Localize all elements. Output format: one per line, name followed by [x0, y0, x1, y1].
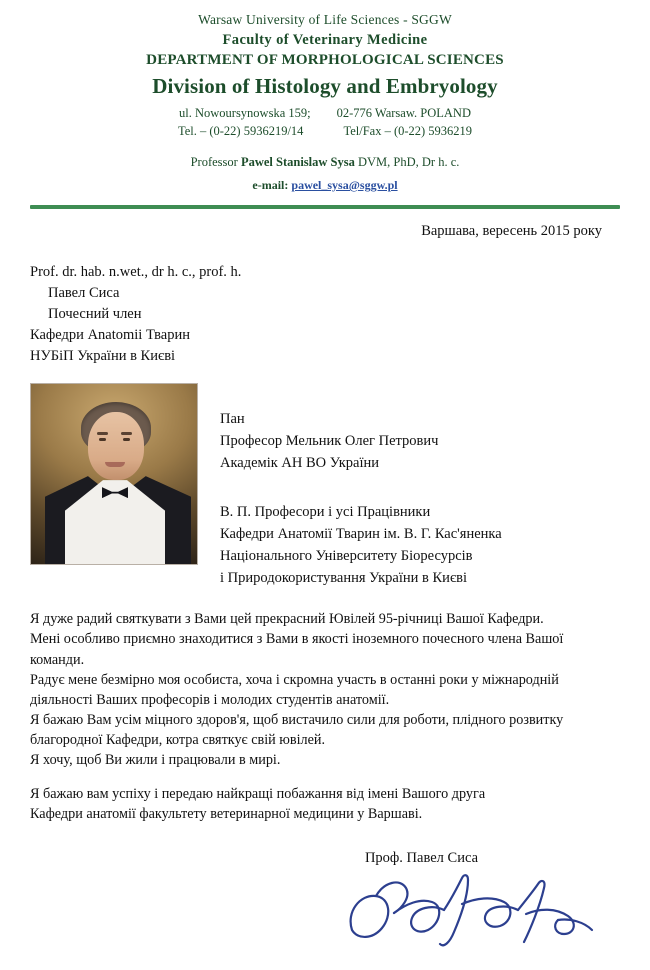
letterhead-university: Warsaw University of Life Sciences - SGGW: [198, 12, 452, 27]
letter-date: Варшава, вересень 2015 року: [421, 223, 602, 239]
body-p5-line-2: Кафедри анатомії факультету ветеринарної медицини у Варшаві.: [30, 805, 423, 822]
body-p2-line-2: діяльності Ваших професорів і молодих студентів анатомії.: [30, 691, 390, 708]
email-link[interactable]: pawel_sysa@sggw.pl: [291, 178, 398, 192]
body-paragraph-4: [30, 750, 620, 770]
addressee-line-5: Кафедри Анатомії Тварин ім. В. Г. Кас'яненка: [220, 526, 502, 543]
letterhead-professor-prefix: Professor: [190, 155, 241, 169]
body-p1-line-2: Мені особливо приємно знаходитися з Вами в якості іноземного почесного члена Вашої: [30, 631, 564, 648]
sender-block: [30, 262, 620, 367]
letterhead-professor-suffix: DVM, PhD, Dr h. c.: [354, 155, 460, 169]
signature-block: [30, 850, 620, 970]
portrait-face: [88, 412, 144, 480]
portrait-brow-right: [121, 432, 132, 435]
letterhead: [30, 12, 620, 193]
letterhead-email-row: [30, 178, 620, 193]
addressee-block: [220, 383, 502, 589]
portrait-eye-left: [99, 438, 106, 441]
addressee-line-1: Пан: [220, 411, 245, 428]
body-paragraph-1: [30, 609, 620, 669]
letterhead-address-city: 02-776 Warsaw. POLAND: [336, 106, 471, 120]
portrait-eye-right: [123, 438, 130, 441]
letterhead-email-label: e-mail:: [252, 178, 292, 192]
letterhead-phone-row: [30, 124, 620, 139]
body-p5-line-1: Я бажаю вам успіху і передаю найкращі побажання від імені Вашого друга: [30, 785, 486, 802]
body-p4-line-1: Я хочу, щоб Ви жили і працювали в мирі.: [30, 752, 281, 769]
letterhead-professor-name: Pawel Stanislaw Sysa: [240, 155, 355, 169]
signature-name: Проф. Павел Сиса: [364, 849, 478, 866]
letterhead-phone: Tel. – (0-22) 5936219/14: [177, 124, 304, 138]
letterhead-address-street: ul. Nowoursynowska 159;: [179, 106, 311, 120]
sender-line-3: Почесний член: [48, 306, 142, 323]
body-p2-line-1: Радує мене безмірно моя особиста, хоча і скромна участь в останні роки у міжнародній: [30, 671, 559, 688]
body-paragraph-3: [30, 710, 620, 750]
sender-line-5: НУБіП України в Києві: [30, 348, 176, 365]
sender-line-4: Кафедри Anatomii Тварин: [30, 327, 190, 344]
portrait-photo: [30, 383, 198, 565]
portrait-brow-left: [97, 432, 108, 435]
body-p3-line-2: благородної Кафедри, котра святкує свій ювілей.: [30, 732, 326, 749]
body-paragraph-5: [30, 784, 620, 824]
photo-and-addressee: [30, 383, 620, 589]
addressee-line-6: Національного Університету Біоресурсів: [220, 547, 473, 564]
header-divider: [30, 205, 620, 209]
body-p3-line-1: Я бажаю Вам усім міцного здоров'я, щоб вистачило сили для роботи, плідного розвитку: [30, 712, 564, 729]
letterhead-address-row: [30, 106, 620, 121]
letterhead-department: DEPARTMENT OF MORPHOLOGICAL SCIENCES: [146, 52, 504, 68]
letterhead-division: Division of Histology and Embryology: [152, 74, 498, 98]
letter-body: [30, 609, 620, 824]
letterhead-fax: Tel/Fax – (0-22) 5936219: [343, 124, 473, 138]
addressee-line-7: і Природокористування України в Києві: [220, 569, 468, 586]
addressee-line-4: В. П. Професори і усі Працівники: [220, 504, 431, 521]
body-p1-line-1: Я дуже радий святкувати з Вами цей прекрасний Ювілей 95-річниці Вашої Кафедри.: [30, 611, 544, 628]
letterhead-professor-row: [30, 155, 620, 170]
body-p1-line-3: команди.: [30, 651, 85, 668]
body-paragraph-2: [30, 670, 620, 710]
addressee-line-3: Академік АН ВО України: [220, 454, 380, 471]
letterhead-faculty: Faculty of Veterinary Medicine: [222, 32, 428, 48]
sender-line-1: Prof. dr. hab. n.wet., dr h. c., prof. h.: [30, 264, 242, 280]
portrait-mouth: [105, 462, 125, 467]
sender-line-2: Павел Сиса: [48, 285, 120, 302]
addressee-line-2: Професор Мельник Олег Петрович: [220, 432, 439, 449]
handwritten-signature: [340, 868, 600, 963]
